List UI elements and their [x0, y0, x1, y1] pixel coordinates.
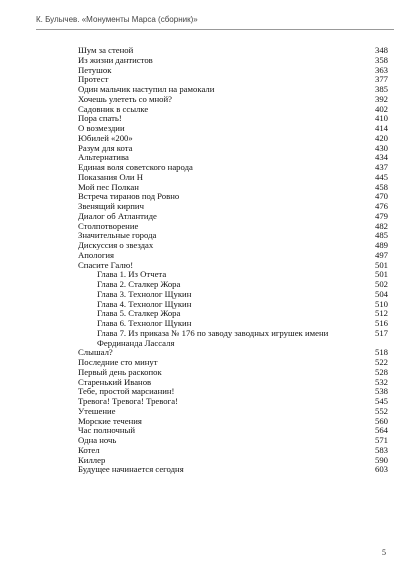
toc-entry-title: Показания Оли Н	[78, 171, 144, 182]
toc-entry[interactable]	[78, 357, 388, 367]
toc-entry-title: Один мальчик наступил на рамокали	[78, 84, 215, 94]
toc-entry-title: Из жизни дантистов	[78, 54, 153, 65]
toc-entry-title: Глава 5. Сталкер Жора	[97, 308, 181, 319]
toc-subentry[interactable]	[78, 289, 388, 299]
toc-entry-title: Утешение	[78, 405, 116, 416]
toc-entry-title: Тебе, простой марсианин!	[78, 386, 175, 397]
toc-entry[interactable]	[78, 240, 388, 250]
toc-entry[interactable]	[78, 464, 388, 474]
toc-entry-page: 482	[374, 220, 388, 231]
toc-entry-page: 377	[374, 74, 388, 85]
toc-entry-title: Петушок	[78, 64, 112, 75]
running-header: К. Булычев. «Монументы Марса (сборник)»	[36, 15, 198, 24]
toc-entry-page: 545	[374, 396, 388, 406]
toc-entry[interactable]	[78, 133, 388, 143]
toc-entry-page: 470	[374, 191, 388, 202]
toc-entry-page: 538	[374, 386, 388, 397]
toc-entry-page: 522	[374, 357, 388, 367]
toc-subentry[interactable]	[78, 328, 388, 348]
toc-entry[interactable]	[78, 94, 388, 104]
toc-entry[interactable]	[78, 260, 388, 270]
toc-entry-page: 402	[374, 103, 388, 114]
toc-subentry[interactable]	[78, 269, 388, 279]
toc-entry[interactable]	[78, 172, 388, 182]
toc-entry-title: Последние сто минут	[78, 357, 158, 367]
toc-entry[interactable]	[78, 386, 388, 396]
toc-entry-title: Юбилей «200»	[78, 132, 133, 143]
toc-entry[interactable]	[78, 104, 388, 114]
toc-entry-title: Будущее начинается сегодня	[78, 464, 184, 475]
toc-entry-page: 501	[374, 259, 388, 270]
toc-entry-title: Час полночный	[78, 425, 136, 436]
page-number: 5	[382, 548, 386, 557]
toc-entry-page: 517	[374, 327, 388, 338]
toc-entry-title: Первый день раскопок	[78, 366, 162, 377]
toc-entry-page: 485	[374, 230, 388, 241]
toc-entry[interactable]	[78, 113, 388, 123]
toc-entry-page: 502	[374, 279, 388, 289]
toc-entry-title: Пора спать!	[78, 113, 122, 124]
toc-entry[interactable]	[78, 191, 388, 201]
toc-entry-page: 479	[374, 210, 388, 221]
toc-entry-page: 564	[374, 425, 388, 436]
toc-entry-page: 510	[374, 298, 388, 309]
toc-entry[interactable]	[78, 377, 388, 387]
header-divider	[36, 29, 394, 30]
toc-entry-title: Звенящий кирпич	[78, 201, 144, 211]
toc-entry-title: Глава 3. Технолог Щукин	[97, 288, 192, 299]
toc-entry-page: 363	[374, 64, 388, 75]
toc-entry-title: Слышал?	[78, 347, 113, 358]
toc-entry-title: Столпотворение	[78, 220, 139, 231]
toc-entry[interactable]	[78, 445, 388, 455]
toc-entry-page: 414	[374, 123, 388, 133]
toc-entry-title: Глава 7. Из приказа № 176 по заводу заводных игрушек имени Фердинанда Лассаля	[97, 327, 329, 348]
toc-entry-page: 458	[374, 181, 388, 192]
toc-entry-page: 516	[374, 318, 388, 328]
toc-entry-title: Глава 2. Сталкер Жора	[97, 279, 181, 289]
toc-entry-title: Спасите Галю!	[78, 259, 134, 270]
toc-entry[interactable]	[78, 152, 388, 162]
toc-entry-title: Апология	[78, 249, 115, 260]
toc-entry-page: 437	[374, 162, 388, 172]
toc-entry-page: 489	[374, 240, 388, 250]
toc-entry[interactable]	[78, 416, 388, 426]
toc-entry[interactable]	[78, 143, 388, 153]
toc-entry-page: 583	[374, 444, 388, 455]
toc-entry-title: Единая воля советского народа	[78, 162, 193, 172]
toc-entry[interactable]	[78, 74, 388, 84]
toc-entry-page: 571	[374, 435, 388, 445]
toc-entry-page: 420	[374, 132, 388, 143]
toc-entry-page: 552	[374, 405, 388, 416]
toc-subentry[interactable]	[78, 299, 388, 309]
toc-entry-page: 430	[374, 142, 388, 153]
toc-entry-title: Одна ночь	[78, 435, 117, 445]
toc-entry-page: 560	[374, 415, 388, 426]
toc-entry-title: Диалог об Атлантиде	[78, 210, 157, 221]
toc-entry[interactable]	[78, 347, 388, 357]
toc-entry[interactable]	[78, 425, 388, 435]
toc-entry-page: 512	[374, 308, 388, 319]
toc-entry-title: О возмездии	[78, 123, 125, 133]
toc-entry-page: 532	[374, 376, 388, 387]
toc-entry[interactable]	[78, 84, 388, 94]
toc-entry-page: 392	[374, 93, 388, 104]
toc-entry-page: 410	[374, 113, 388, 124]
toc-entry[interactable]	[78, 250, 388, 260]
toc-entry[interactable]	[78, 406, 388, 416]
toc-entry-title: Разум для кота	[78, 142, 133, 153]
toc-entry[interactable]	[78, 211, 388, 221]
toc-entry-page: 434	[374, 152, 388, 163]
toc-entry[interactable]	[78, 45, 388, 55]
toc-entry[interactable]	[78, 221, 388, 231]
toc-entry-title: Шум за стеной	[78, 45, 134, 55]
toc-entry-page: 358	[374, 54, 388, 65]
toc-subentry[interactable]	[78, 318, 388, 328]
toc-entry-title: Встреча тиранов под Ровно	[78, 191, 180, 202]
toc-entry-title: Протест	[78, 74, 109, 85]
toc-entry[interactable]	[78, 201, 388, 211]
toc-subentry[interactable]	[78, 308, 388, 318]
toc-entry-title: Значительные города	[78, 230, 157, 241]
toc-entry-title: Альтернатива	[78, 152, 129, 163]
toc-entry[interactable]	[78, 123, 388, 133]
toc-entry[interactable]	[78, 55, 388, 65]
toc-entry-title: Киллер	[78, 454, 106, 465]
table-of-contents	[78, 45, 388, 474]
toc-entry-page: 497	[374, 249, 388, 260]
toc-subentry[interactable]	[78, 279, 388, 289]
toc-entry-title: Тревога! Тревога! Тревога!	[78, 396, 178, 406]
toc-entry-title: Глава 1. Из Отчета	[97, 269, 167, 280]
toc-entry[interactable]	[78, 182, 388, 192]
toc-entry-page: 348	[374, 45, 388, 55]
toc-entry-page: 445	[374, 171, 388, 182]
toc-entry[interactable]	[78, 162, 388, 172]
toc-entry-title: Мой пес Полкан	[78, 181, 139, 192]
toc-entry[interactable]	[78, 455, 388, 465]
toc-entry[interactable]	[78, 367, 388, 377]
toc-entry-title: Глава 4. Технолог Щукин	[97, 298, 192, 309]
toc-entry[interactable]	[78, 230, 388, 240]
toc-entry-page: 476	[374, 201, 388, 211]
toc-entry-title: Хочешь улететь со мной?	[78, 93, 172, 104]
toc-entry-page: 590	[374, 454, 388, 465]
toc-entry-page: 528	[374, 366, 388, 377]
toc-entry-page: 501	[374, 269, 388, 280]
toc-entry-title: Садовник в ссылке	[78, 103, 149, 114]
toc-entry[interactable]	[78, 65, 388, 75]
toc-entry[interactable]	[78, 396, 388, 406]
toc-entry-title: Морские течения	[78, 415, 142, 426]
toc-entry[interactable]	[78, 435, 388, 445]
toc-entry-page: 518	[374, 347, 388, 358]
toc-entry-page: 385	[374, 84, 388, 94]
toc-entry-page: 504	[374, 288, 388, 299]
toc-entry-title: Котел	[78, 444, 100, 455]
toc-entry-page: 603	[374, 464, 388, 475]
toc-entry-title: Старенький Иванов	[78, 376, 152, 387]
toc-entry-title: Глава 6. Технолог Щукин	[97, 318, 192, 328]
toc-entry-title: Дискуссия о звездах	[78, 240, 154, 250]
